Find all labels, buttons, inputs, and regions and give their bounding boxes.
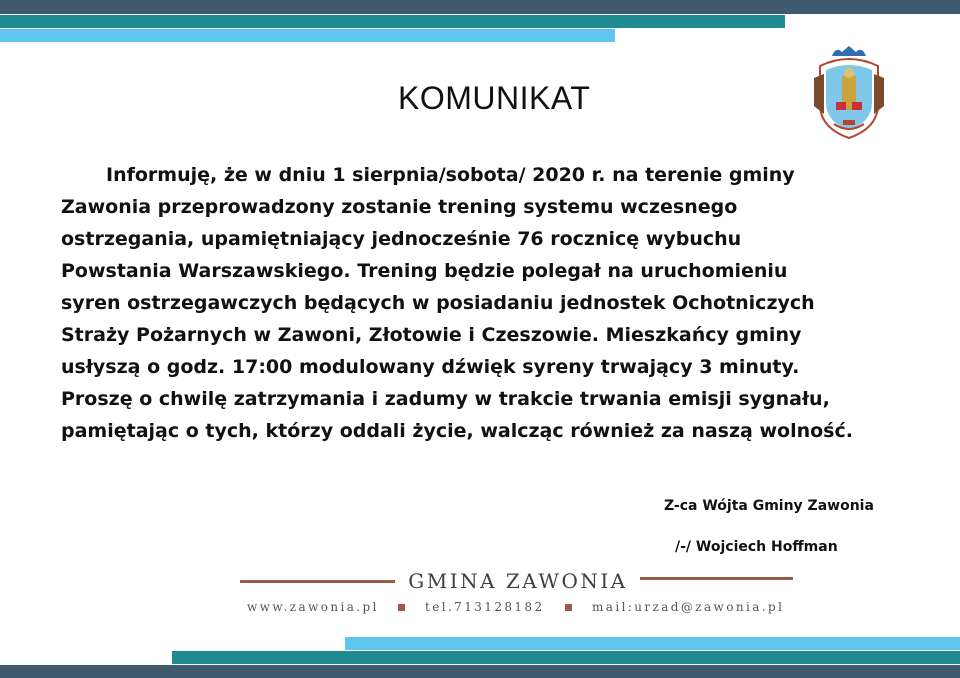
footer-separator-icon [565, 604, 572, 611]
body-line-5: syren ostrzegawczych będących w posiadaniu jednostek Ochotniczych [61, 292, 815, 314]
body-line-9: pamiętając o tych, którzy oddali życie, walcząc również za naszą wolność. [61, 420, 853, 442]
signature-name: /-/ Wojciech Hoffman [675, 539, 838, 555]
body-line-1: Informuję, że w dniu 1 sierpnia/sobota/ 2020 r. na terenie gminy [106, 164, 795, 186]
body-line-8: Proszę o chwilę zatrzymania i zadumy w trakcie trwania emisji sygnału, [61, 388, 830, 410]
bottom-light-stripe [345, 637, 960, 650]
footer-phone: tel.713128182 [425, 600, 545, 614]
footer-email: mail:urzad@zawonia.pl [592, 600, 785, 614]
top-dark-stripe [0, 0, 960, 14]
footer-rule-right [640, 577, 793, 580]
page-title: KOMUNIKAT [398, 80, 591, 116]
bottom-dark-stripe [0, 665, 960, 678]
coat-of-arms-icon [806, 42, 892, 142]
body-line-3: ostrzegania, upamiętniający jednocześnie 76 rocznicę wybuchu [61, 228, 742, 250]
top-teal-stripe [0, 15, 785, 28]
body-line-6: Straży Pożarnych w Zawoni, Złotowie i Czeszowie. Mieszkańcy gminy [61, 324, 802, 346]
top-light-stripe [0, 29, 615, 42]
signature-role: Z-ca Wójta Gminy Zawonia [664, 498, 874, 514]
footer-website: www.zawonia.pl [247, 600, 379, 614]
footer-rule-left [240, 580, 395, 583]
footer-org-name: GMINA ZAWONIA [408, 569, 628, 593]
body-line-4: Powstania Warszawskiego. Trening będzie polegał na uruchomieniu [61, 260, 788, 282]
body-line-7: usłyszą o godz. 17:00 modulowany dźwięk syreny trwający 3 minuty. [61, 356, 800, 378]
footer-separator-icon [398, 604, 405, 611]
bottom-teal-stripe [172, 651, 960, 664]
body-line-2: Zawonia przeprowadzony zostanie trening systemu wczesnego [61, 196, 738, 218]
